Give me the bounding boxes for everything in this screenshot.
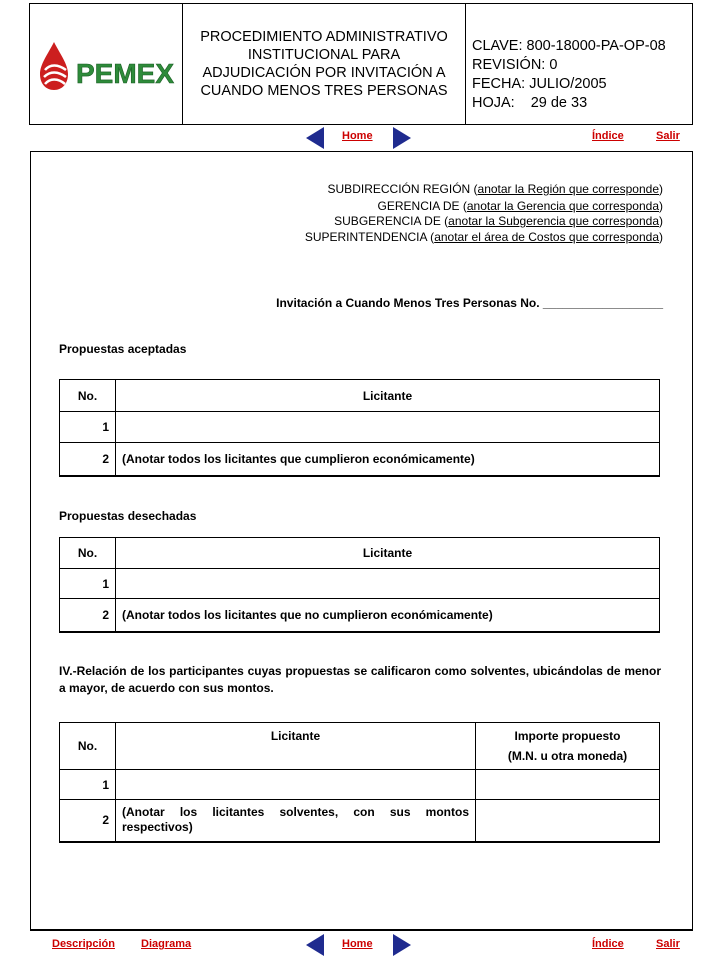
aceptadas-table	[59, 379, 660, 477]
hoja: HOJA: 29 de 33	[472, 95, 588, 111]
column-header: No.	[60, 380, 116, 412]
row-number: 2	[60, 599, 116, 632]
clave: CLAVE: 800-18000-PA-OP-08	[472, 38, 666, 54]
aceptadas-title: Propuestas aceptadas	[59, 342, 187, 356]
column-header: Licitante	[116, 723, 476, 770]
subdireccion-line: SUBDIRECCIÓN REGIÓN (anotar la Región que corresponde)	[327, 182, 663, 196]
table-header-row	[60, 538, 660, 569]
table-row	[60, 443, 660, 476]
licitante-cell: (Anotar todos los licitantes que no cumplieron económicamente)	[116, 599, 660, 632]
descripcion-link[interactable]: Descripción	[52, 938, 115, 950]
column-header: Licitante	[116, 380, 660, 412]
indice-link[interactable]: Índice	[592, 938, 624, 950]
column-header: Importe propuesto (M.N. u otra moneda)	[476, 723, 660, 770]
diagrama-link[interactable]: Diagrama	[141, 938, 192, 950]
title-line: INSTITUCIONAL PARA	[247, 47, 401, 63]
gerencia-line: GERENCIA DE (anotar la Gerencia que corresponda)	[377, 199, 663, 213]
row-number: 2	[60, 443, 116, 476]
licitante-cell	[116, 569, 660, 599]
salir-link[interactable]: Salir	[656, 938, 680, 950]
logo-cell	[30, 4, 183, 124]
prev-arrow-icon[interactable]	[305, 933, 325, 957]
table-header-row	[60, 380, 660, 412]
row-number: 1	[60, 412, 116, 443]
superintendencia-line: SUPERINTENDENCIA (anotar el área de Costos que corresponda)	[304, 230, 663, 244]
revision: REVISIÓN: 0	[472, 57, 558, 73]
title-line: ADJUDICACIÓN POR INVITACIÓN A	[202, 65, 446, 81]
column-header: No.	[60, 538, 116, 569]
home-link[interactable]: Home	[342, 130, 373, 142]
home-link[interactable]: Home	[342, 938, 373, 950]
subgerencia-line: SUBGERENCIA DE (anotar la Subgerencia que corresponda)	[334, 214, 663, 228]
importe-cell	[476, 770, 660, 800]
column-header: No.	[60, 723, 116, 770]
pemex-logo	[36, 40, 178, 92]
title-line: CUANDO MENOS TRES PERSONAS	[200, 83, 448, 99]
table-row	[60, 800, 660, 842]
row-number: 1	[60, 569, 116, 599]
importe-cell	[476, 800, 660, 842]
svg-text:PEMEX: PEMEX	[76, 58, 175, 89]
procedure-title	[183, 4, 466, 124]
indice-link[interactable]: Índice	[592, 130, 624, 142]
table-row	[60, 569, 660, 599]
table-row	[60, 412, 660, 443]
row-number: 1	[60, 770, 116, 800]
next-arrow-icon[interactable]	[392, 933, 412, 957]
document-info	[466, 4, 692, 124]
fecha: FECHA: JULIO/2005	[472, 76, 607, 92]
next-arrow-icon[interactable]	[392, 126, 412, 150]
table-row	[60, 599, 660, 632]
table-row	[60, 770, 660, 800]
licitante-cell: (Anotar todos los licitantes que cumplieron económicamente)	[116, 443, 660, 476]
row-number: 2	[60, 800, 116, 842]
relacion-paragraph: IV.-Relación de los participantes cuyas propuestas se calificaron como solventes, ubicándolas de menor a mayor, de acuerdo con sus montos.	[59, 664, 661, 695]
desechadas-title: Propuestas desechadas	[59, 509, 197, 523]
prev-arrow-icon[interactable]	[305, 126, 325, 150]
licitante-cell: (Anotar los licitantes solventes, con sus montos respectivos)	[116, 800, 476, 842]
licitante-cell	[116, 770, 476, 800]
licitante-cell	[116, 412, 660, 443]
salir-link[interactable]: Salir	[656, 130, 680, 142]
solventes-table	[59, 722, 660, 843]
invitacion-number: Invitación a Cuando Menos Tres Personas No. __________________	[276, 296, 663, 310]
column-header: Licitante	[116, 538, 660, 569]
desechadas-table	[59, 537, 660, 633]
document-header	[29, 3, 693, 125]
title-line: PROCEDIMIENTO ADMINISTRATIVO	[200, 29, 448, 45]
table-header-row	[60, 723, 660, 770]
